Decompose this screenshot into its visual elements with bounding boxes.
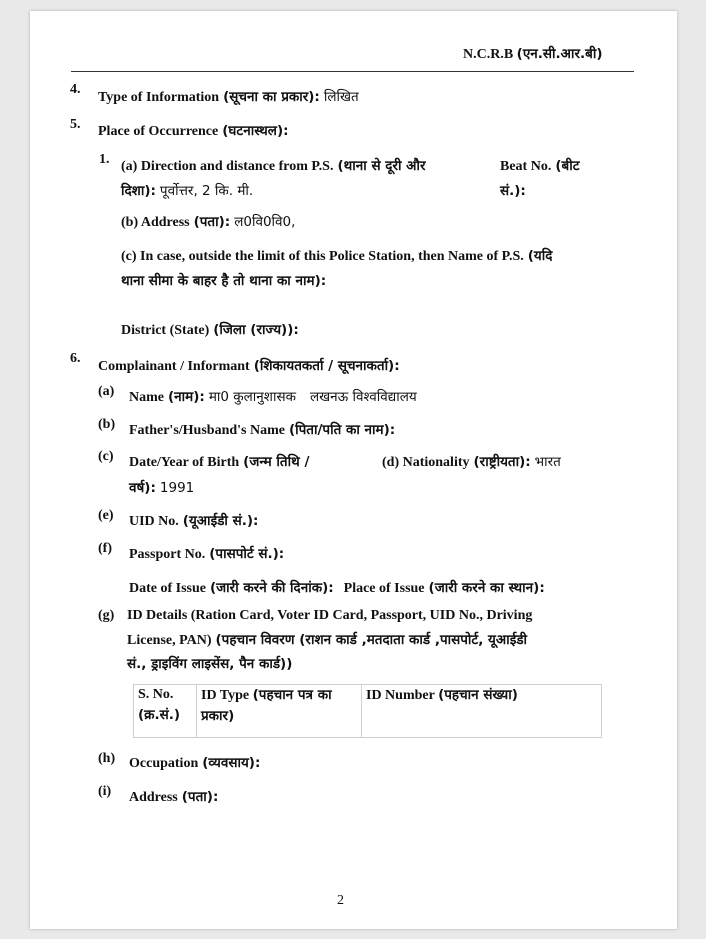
section-4-number: 4. bbox=[70, 82, 81, 97]
date-of-issue-label: Date of Issue bbox=[129, 581, 206, 596]
dob-row-2 bbox=[129, 478, 194, 497]
occupation-label: Occupation bbox=[129, 756, 199, 771]
nationality-row bbox=[382, 452, 561, 471]
type-of-information-label: Type of Information bbox=[98, 90, 220, 105]
id-details-label-hindi: (पहचान विवरण (राशन कार्ड ,मतदाता कार्ड ,पासपोर्ट, यूआईडी bbox=[215, 632, 528, 648]
document-page bbox=[30, 11, 677, 929]
beat-no-label-hindi: (बीट bbox=[555, 158, 580, 174]
item-i-key: (i) bbox=[98, 784, 112, 799]
address-row bbox=[121, 212, 295, 231]
type-of-information-label-hindi: (सूचना का प्रकार): bbox=[223, 89, 320, 105]
father-name-label-hindi: (पिता/पति का नाम): bbox=[288, 422, 396, 438]
id-details-table bbox=[133, 684, 602, 738]
header-org: N.C.R.B bbox=[463, 47, 514, 62]
header-title bbox=[463, 44, 603, 63]
passport-label: Passport No. bbox=[129, 547, 206, 562]
father-name-row bbox=[129, 420, 395, 439]
nationality-label-hindi: (राष्ट्रीयता): bbox=[473, 454, 531, 470]
place-of-occurrence-heading bbox=[98, 121, 289, 140]
dob-label-hindi-2: वर्ष): bbox=[129, 480, 156, 496]
address-value: ल0वि0वि0, bbox=[234, 214, 296, 230]
date-of-issue-label-hindi: (जारी करने की दिनांक): bbox=[210, 580, 334, 596]
complainant-label-hindi: (शिकायतकर्ता / सूचनाकर्ता): bbox=[253, 358, 400, 374]
table-header-id-type bbox=[197, 685, 362, 738]
type-of-information-value: लिखित bbox=[323, 89, 359, 105]
beat-no-label-hindi-2: सं.): bbox=[500, 183, 526, 199]
district-label-hindi: (जिला (राज्य)): bbox=[213, 322, 299, 338]
section-6-number: 6. bbox=[70, 351, 81, 366]
item-h-key: (h) bbox=[98, 751, 116, 766]
place-of-issue-label: Place of Issue bbox=[343, 581, 425, 596]
header-org-hindi: (एन.सी.आर.बी) bbox=[516, 46, 603, 62]
beat-no-label: Beat No. bbox=[500, 159, 552, 174]
place-sub-number: 1. bbox=[99, 152, 110, 167]
id-details-label-2: License, PAN) bbox=[127, 633, 212, 648]
sno-label-hindi: (क्र.सं.) bbox=[138, 707, 181, 723]
name-label: Name bbox=[129, 390, 164, 405]
complainant-address-label: Address bbox=[129, 790, 178, 805]
id-type-label-hindi-2: प्रकार) bbox=[201, 708, 235, 724]
address-label-hindi: (पता): bbox=[193, 214, 231, 230]
place-of-occurrence-label: Place of Occurrence bbox=[98, 124, 219, 139]
issue-row bbox=[129, 578, 545, 597]
complainant-heading bbox=[98, 356, 400, 375]
sno-label: S. No. bbox=[138, 687, 174, 702]
item-e-key: (e) bbox=[98, 508, 114, 523]
place-of-issue-label-hindi: (जारी करने का स्थान): bbox=[428, 580, 545, 596]
beat-no-row bbox=[500, 156, 580, 175]
id-number-label: ID Number bbox=[366, 688, 435, 703]
dob-row bbox=[129, 452, 309, 471]
outside-limit-row-2 bbox=[121, 271, 326, 290]
item-g-key: (g) bbox=[98, 608, 115, 623]
occupation-row bbox=[129, 753, 260, 772]
id-number-label-hindi: (पहचान संख्या) bbox=[438, 687, 518, 703]
dob-label-hindi: (जन्म तिथि / bbox=[243, 454, 310, 470]
passport-row bbox=[129, 544, 284, 563]
name-value-university: लखनऊ विश्वविद्यालय bbox=[309, 389, 417, 405]
nationality-label: (d) Nationality bbox=[382, 455, 470, 470]
direction-distance-row bbox=[121, 156, 426, 175]
direction-distance-label-hindi: (थाना से दूरी और bbox=[337, 158, 426, 174]
id-details-row-3 bbox=[127, 654, 292, 673]
direction-distance-label: (a) Direction and distance from P.S. bbox=[121, 159, 334, 174]
passport-label-hindi: (पासपोर्ट सं.): bbox=[209, 546, 285, 562]
uid-row bbox=[129, 511, 258, 530]
district-row bbox=[121, 320, 299, 339]
dob-value: 1991 bbox=[159, 480, 195, 496]
father-name-label: Father's/Husband's Name bbox=[129, 423, 285, 438]
outside-limit-label-hindi: (यदि bbox=[527, 248, 553, 264]
header-rule bbox=[71, 71, 634, 72]
type-of-information-row bbox=[98, 87, 359, 106]
name-value-title: मा0 कुलानुशासक bbox=[208, 389, 296, 405]
page-number: 2 bbox=[337, 893, 344, 908]
table-header-id-number bbox=[362, 685, 602, 738]
item-b-key: (b) bbox=[98, 417, 116, 432]
item-a-key: (a) bbox=[98, 384, 115, 399]
nationality-value: भारत bbox=[534, 454, 561, 470]
complainant-label: Complainant / Informant bbox=[98, 359, 250, 374]
dob-label: Date/Year of Birth bbox=[129, 455, 240, 470]
id-type-label: ID Type bbox=[201, 688, 250, 703]
beat-no-row-2 bbox=[500, 181, 526, 200]
district-label: District (State) bbox=[121, 323, 210, 338]
complainant-address-row bbox=[129, 787, 218, 806]
uid-label: UID No. bbox=[129, 514, 179, 529]
outside-limit-label-hindi-2: थाना सीमा के बाहर है तो थाना का नाम): bbox=[121, 273, 327, 289]
occupation-label-hindi: (व्यवसाय): bbox=[202, 755, 261, 771]
item-c-key: (c) bbox=[98, 449, 114, 464]
uid-label-hindi: (यूआईडी सं.): bbox=[182, 513, 259, 529]
address-label: (b) Address bbox=[121, 215, 190, 230]
name-row bbox=[129, 387, 417, 406]
id-details-label: ID Details (Ration Card, Voter ID Card, Passport, UID No., Driving bbox=[127, 608, 533, 623]
section-5-number: 5. bbox=[70, 117, 81, 132]
name-label-hindi: (नाम): bbox=[168, 389, 205, 405]
outside-limit-label: (c) In case, outside the limit of this Police Station, then Name of P.S. bbox=[121, 249, 524, 264]
id-type-label-hindi: (पहचान पत्र का bbox=[252, 687, 332, 703]
outside-limit-row bbox=[121, 246, 552, 265]
direction-distance-label-hindi-2: दिशा): bbox=[121, 183, 156, 199]
table-header-row bbox=[134, 685, 602, 738]
direction-distance-row-2 bbox=[121, 181, 253, 200]
place-of-occurrence-label-hindi: (घटनास्थल): bbox=[222, 123, 289, 139]
complainant-address-label-hindi: (पता): bbox=[181, 789, 219, 805]
id-details-row-2 bbox=[127, 630, 527, 649]
id-details-label-hindi-2: सं., ड्राइविंग लाइसेंस, पैन कार्ड)) bbox=[127, 656, 293, 672]
table-header-sno bbox=[134, 685, 197, 738]
direction-distance-value: पूर्वोत्तर, 2 कि. मी. bbox=[159, 183, 254, 199]
item-f-key: (f) bbox=[98, 541, 112, 556]
